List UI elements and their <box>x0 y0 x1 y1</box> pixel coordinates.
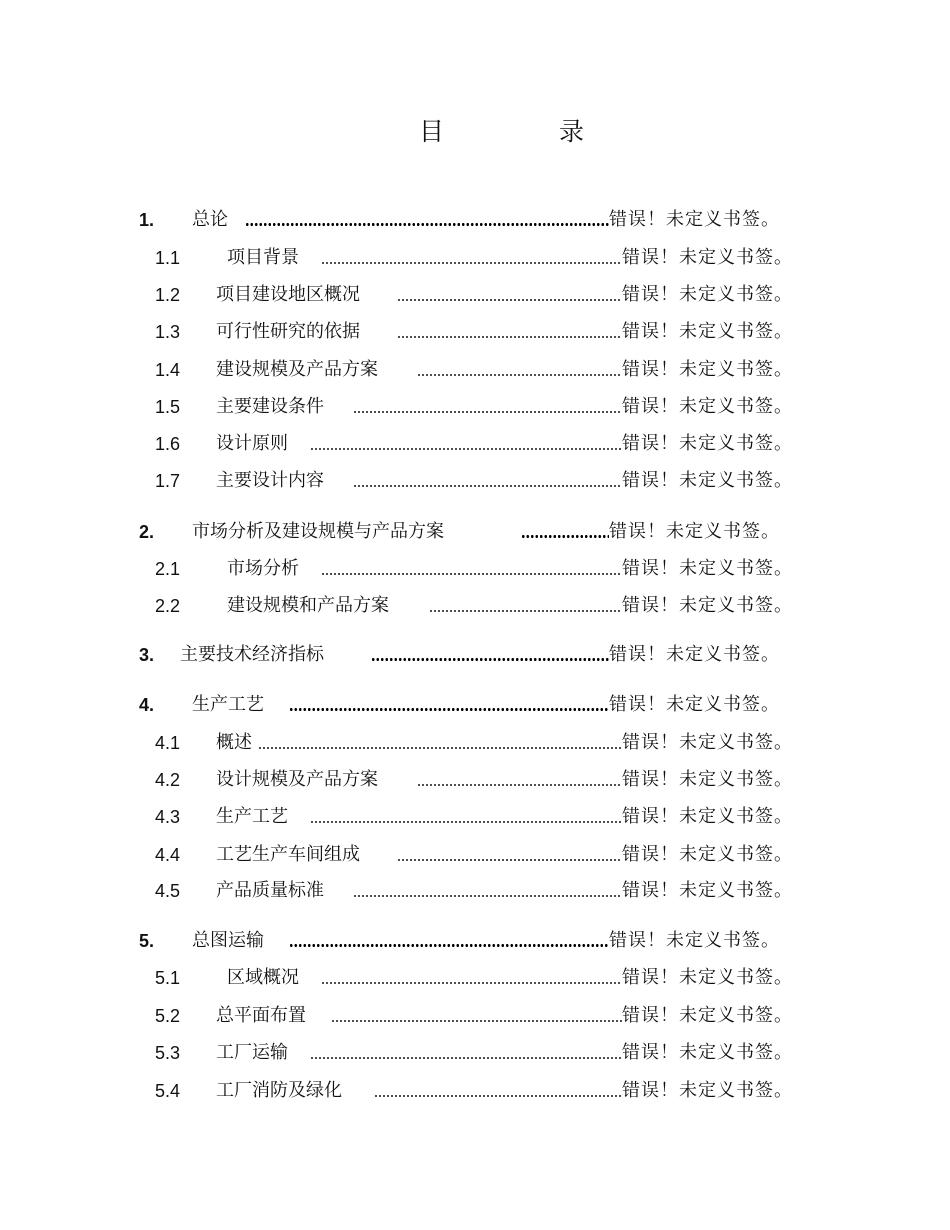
toc-leader-dots <box>289 927 609 955</box>
toc-entry-number: 2.2 <box>155 596 181 616</box>
toc-leader-dots <box>521 518 609 546</box>
toc-entry-text: 工艺生产车间组成 <box>216 844 360 865</box>
toc-entry-number: 5. <box>139 931 155 951</box>
toc-entry-page: 错误！未定义书签。 <box>622 433 793 454</box>
toc-leader-dots <box>331 1002 622 1030</box>
toc-entry-text: 市场分析 <box>227 558 299 579</box>
toc-entry-page: 错误！未定义书签。 <box>622 880 793 901</box>
toc-entry-number: 5.3 <box>155 1043 181 1063</box>
toc-entry-page: 错误！未定义书签。 <box>622 595 793 616</box>
toc-entry-number: 1.7 <box>155 471 181 491</box>
toc-entry[interactable] <box>0 244 950 272</box>
toc-entry-page: 错误！未定义书签。 <box>622 806 793 827</box>
toc-entry-number: 2. <box>139 522 155 542</box>
toc-entry-page: 错误！未定义书签。 <box>622 732 793 753</box>
toc-entry-text: 市场分析及建设规模与产品方案 <box>192 521 444 542</box>
toc-entry-page: 错误！未定义书签。 <box>622 247 793 268</box>
toc-entry-text: 工厂运输 <box>216 1042 288 1063</box>
toc-entry-page: 错误！未定义书签。 <box>609 930 780 951</box>
toc-entry-page: 错误！未定义书签。 <box>609 209 780 230</box>
toc-leader-dots <box>353 467 622 495</box>
toc-entry-text: 项目建设地区概况 <box>216 284 360 305</box>
toc-leader-dots <box>321 555 622 583</box>
toc-leader-dots <box>245 206 609 234</box>
toc-entry-number: 1.4 <box>155 360 181 380</box>
toc-entry-page: 错误！未定义书签。 <box>622 558 793 579</box>
toc-entry[interactable] <box>0 430 950 458</box>
toc-entry[interactable] <box>0 1002 950 1030</box>
toc-entry[interactable] <box>0 1077 950 1105</box>
toc-leader-dots <box>417 766 622 794</box>
toc-entry-text: 总图运输 <box>192 930 264 951</box>
toc-entry-text: 生产工艺 <box>216 806 288 827</box>
toc-leader-dots <box>429 592 622 620</box>
toc-entry[interactable] <box>0 281 950 309</box>
toc-entry[interactable] <box>0 393 950 421</box>
toc-entry-text: 主要设计内容 <box>216 470 324 491</box>
toc-entry[interactable] <box>0 964 950 992</box>
toc-entry-page: 错误！未定义书签。 <box>622 844 793 865</box>
toc-entry-number: 1.1 <box>155 248 181 268</box>
toc-entry-number: 5.1 <box>155 968 181 988</box>
toc-entry[interactable] <box>0 641 950 669</box>
toc-entry-page: 错误！未定义书签。 <box>622 396 793 417</box>
toc-leader-dots <box>321 964 622 992</box>
toc-leader-dots <box>397 841 622 869</box>
toc-entry-number: 4.2 <box>155 770 181 790</box>
toc-leader-dots <box>258 729 622 757</box>
toc-entry-number: 5.4 <box>155 1081 181 1101</box>
toc-entry[interactable] <box>0 803 950 831</box>
toc-entry-page: 错误！未定义书签。 <box>622 769 793 790</box>
toc-entry[interactable] <box>0 691 950 719</box>
toc-entry[interactable] <box>0 467 950 495</box>
toc-entry-number: 1.5 <box>155 397 181 417</box>
toc-leader-dots <box>310 430 622 458</box>
toc-entry-number: 1.3 <box>155 322 181 342</box>
toc-leader-dots <box>310 803 622 831</box>
toc-entry-number: 4. <box>139 695 155 715</box>
toc-title-char-2: 录 <box>559 117 585 146</box>
toc-leader-dots <box>353 877 622 905</box>
toc-entry-text: 主要建设条件 <box>216 396 324 417</box>
toc-entry-text: 工厂消防及绿化 <box>216 1080 342 1101</box>
toc-entry-text: 区域概况 <box>227 967 299 988</box>
toc-leader-dots <box>397 318 622 346</box>
toc-leader-dots <box>397 281 622 309</box>
toc-entry[interactable] <box>0 206 950 234</box>
toc-entry[interactable] <box>0 1039 950 1067</box>
toc-entry[interactable] <box>0 518 950 546</box>
toc-entry-text: 生产工艺 <box>192 694 264 715</box>
toc-entry-page: 错误！未定义书签。 <box>622 470 793 491</box>
toc-entry-text: 可行性研究的依据 <box>216 321 360 342</box>
toc-entry[interactable] <box>0 927 950 955</box>
toc-entry-number: 3. <box>139 645 155 665</box>
toc-entry-text: 概述 <box>216 732 252 753</box>
toc-entry[interactable] <box>0 729 950 757</box>
toc-entry-page: 错误！未定义书签。 <box>622 284 793 305</box>
toc-leader-dots <box>417 356 622 384</box>
toc-entry-text: 总论 <box>192 209 228 230</box>
toc-entry-page: 错误！未定义书签。 <box>622 1042 793 1063</box>
toc-entry-number: 2.1 <box>155 559 181 579</box>
toc-leader-dots <box>289 691 609 719</box>
toc-entry-number: 1. <box>139 210 155 230</box>
toc-entry-number: 5.2 <box>155 1006 181 1026</box>
toc-entry-number: 4.4 <box>155 845 181 865</box>
toc-entry[interactable] <box>0 592 950 620</box>
toc-entry-page: 错误！未定义书签。 <box>609 644 780 665</box>
toc-entry[interactable] <box>0 356 950 384</box>
toc-entry-number: 1.6 <box>155 434 181 454</box>
toc-entry-text: 项目背景 <box>227 247 299 268</box>
toc-entry-text: 建设规模和产品方案 <box>227 595 389 616</box>
toc-entry-page: 错误！未定义书签。 <box>622 1080 793 1101</box>
toc-entry-text: 主要技术经济指标 <box>180 644 324 665</box>
toc-leader-dots <box>321 244 622 272</box>
toc-entry-page: 错误！未定义书签。 <box>622 359 793 380</box>
toc-entry[interactable] <box>0 766 950 794</box>
toc-entry-page: 错误！未定义书签。 <box>622 1005 793 1026</box>
toc-leader-dots <box>310 1039 622 1067</box>
toc-entry-number: 4.3 <box>155 807 181 827</box>
toc-entry-text: 总平面布置 <box>216 1005 306 1026</box>
toc-entry-page: 错误！未定义书签。 <box>622 321 793 342</box>
toc-entry[interactable] <box>0 877 950 905</box>
toc-entry-number: 4.1 <box>155 733 181 753</box>
toc-entry-text: 设计原则 <box>216 433 288 454</box>
toc-entry[interactable] <box>0 318 950 346</box>
toc-entry-text: 产品质量标准 <box>216 880 324 901</box>
toc-entry-page: 错误！未定义书签。 <box>609 694 780 715</box>
toc-leader-dots <box>353 393 622 421</box>
toc-entry[interactable] <box>0 555 950 583</box>
toc-entry-text: 建设规模及产品方案 <box>216 359 378 380</box>
toc-title-char-1: 目 <box>419 117 445 146</box>
toc-entry[interactable] <box>0 841 950 869</box>
toc-entry-number: 4.5 <box>155 881 181 901</box>
toc-leader-dots <box>371 641 609 669</box>
toc-entry-text: 设计规模及产品方案 <box>216 769 378 790</box>
toc-entry-page: 错误！未定义书签。 <box>622 967 793 988</box>
toc-leader-dots <box>374 1077 622 1105</box>
toc-entry-page: 错误！未定义书签。 <box>609 521 780 542</box>
toc-entry-number: 1.2 <box>155 285 181 305</box>
